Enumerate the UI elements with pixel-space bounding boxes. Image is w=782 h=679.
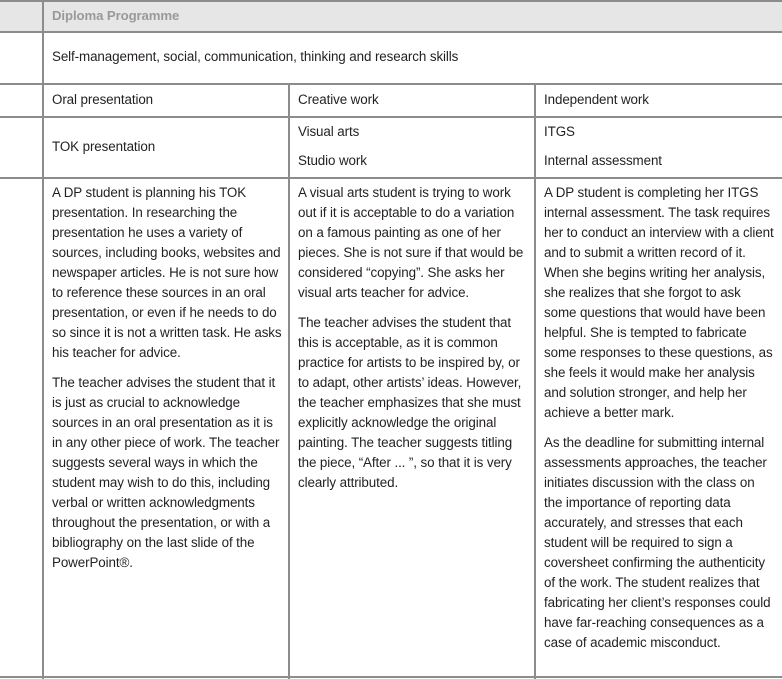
skills-text: Self-management, social, communication, thinking and research skills [52,49,459,64]
subject-studio-work: Studio work [298,153,367,168]
scenario-paragraph: The teacher advises the student that it is just as crucial to acknowledge sources in an oral presentation as it is in any other piece of work. The teacher suggests several ways in which the student may wish to do this, including verbal or written acknowledgments throughout the presentation, or with a bibliography on the last slide of the PowerPoint®. [52,375,280,570]
scenario-oral-presentation [52,183,282,583]
column-divider [42,0,44,679]
column-heading-independent: Independent work [544,92,649,107]
scenario-independent-work [544,183,776,663]
table-border-top [0,0,782,2]
column-divider [534,84,536,679]
subject-itgs: ITGS [544,124,575,139]
column-heading-oral: Oral presentation [52,92,154,107]
column-divider [288,84,290,679]
column-heading-creative: Creative work [298,92,379,107]
programme-title: Diploma Programme [52,8,180,23]
row-divider [0,83,782,85]
scenario-creative-work [298,183,530,503]
row-divider [0,31,782,33]
scenario-paragraph: A visual arts student is trying to work out if it is acceptable to do a variation on a famous painting as one of her pieces. She is not sure if that would be considered “copying”. She asks her visual arts teacher for advice. [298,185,524,300]
scenario-paragraph: The teacher advises the student that this is acceptable, as it is common practice for artists to be inspired by, or to adapt, other artists’ ideas. However, the teacher emphasizes that she must explicitly acknowledge the original painting. The teacher suggests titling the piece, “After ... ”, so that it is very clearly attributed. [298,315,522,490]
scenario-paragraph: As the deadline for submitting internal assessments approaches, the teacher initiates discussion with the class on the importance of reporting data accurately, and stresses that each student will be required to sign a coversheet confirming the authenticity of the work. The student realizes that fabricating her client’s responses could have far-reaching consequences as a case of academic misconduct. [544,435,771,650]
row-divider [0,116,782,118]
scenario-paragraph: A DP student is completing her ITGS internal assessment. The task requires her to conduct an interview with a client and to submit a written record of it. When she begins writing her analysis, she realizes that she forgot to ask some questions that would have been helpful. She is tempted to fabricate some responses to these questions, as she feels it would make her analysis and solution stronger, and help her achieve a better mark. [544,185,774,420]
row-divider [0,177,782,179]
subject-visual-arts: Visual arts [298,124,360,139]
scenario-paragraph: A DP student is planning his TOK presentation. In researching the presentation he uses a variety of sources, including books, websites and newspaper articles. He is not sure how to reference these sources in an oral presentation, or even if he needs to do so since it is not a written task. He asks his teacher for advice. [52,185,282,360]
subject-internal-assessment: Internal assessment [544,153,662,168]
subject-tok-presentation: TOK presentation [52,139,156,154]
table-border-bottom [0,676,782,678]
